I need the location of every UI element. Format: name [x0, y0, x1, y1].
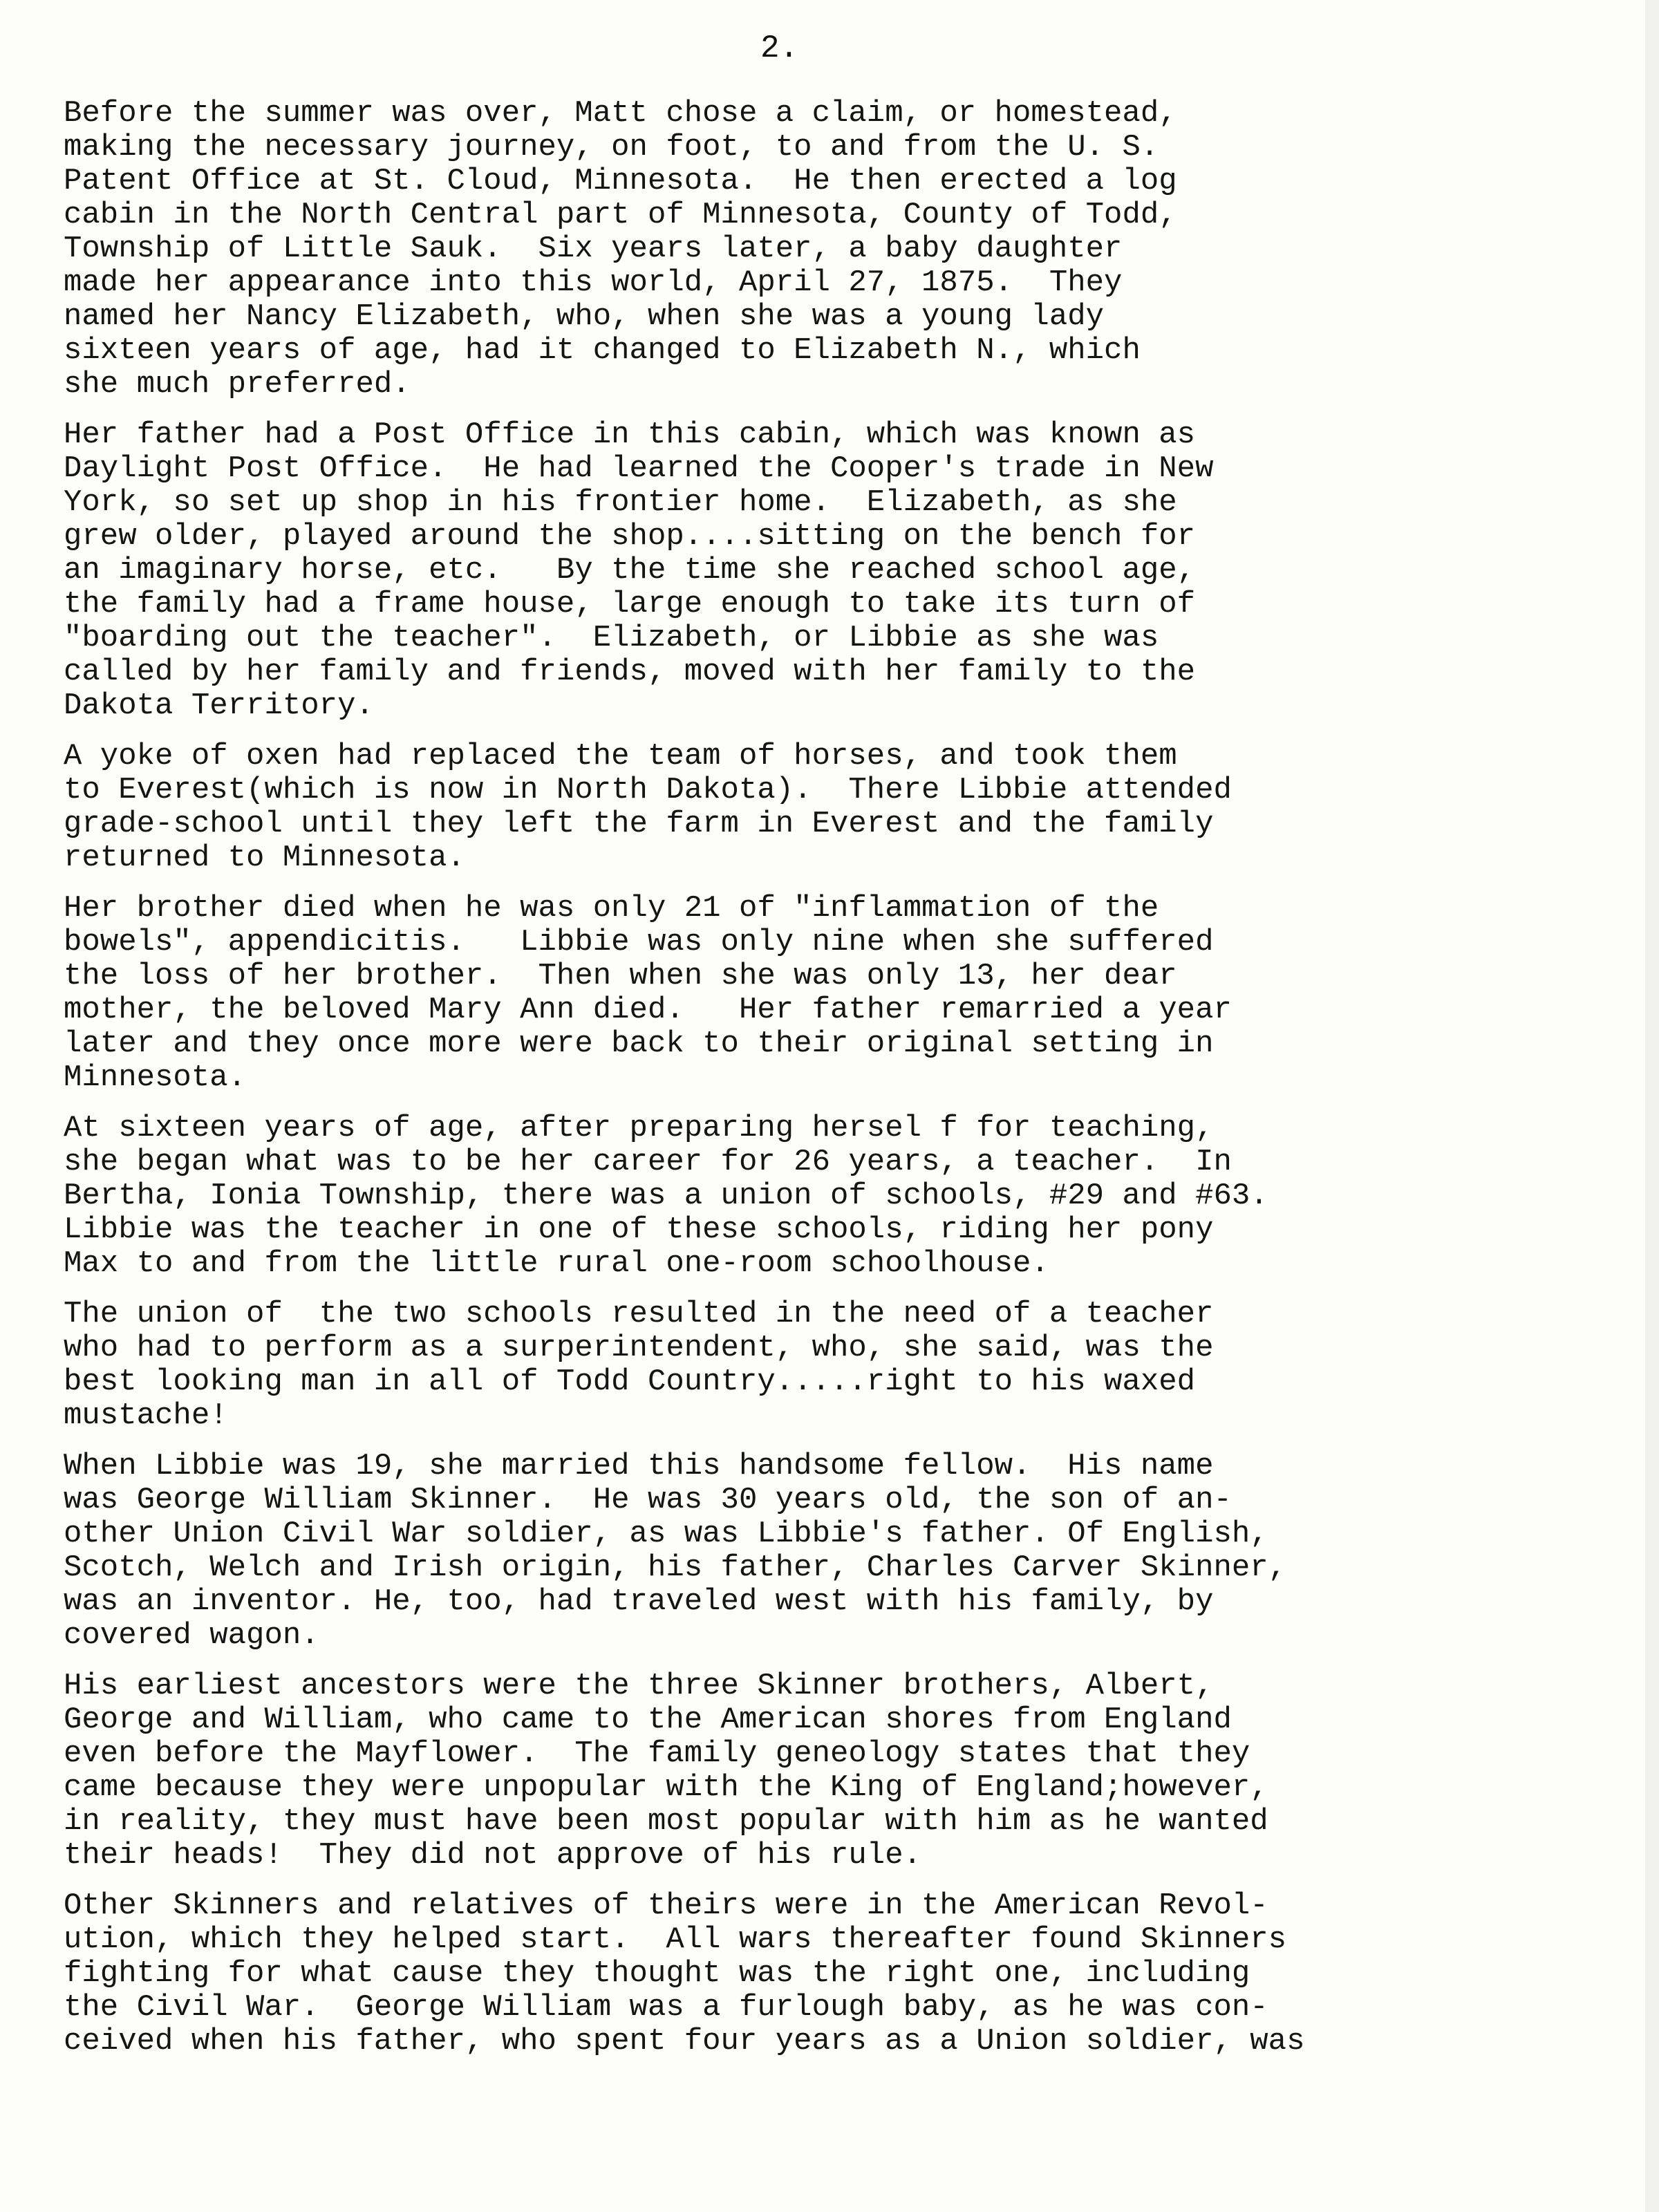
text-line: came because they were unpopular with the King of England;however, — [64, 1770, 1268, 1805]
text-line: to Everest(which is now in North Dakota). There Libbie attended — [64, 773, 1232, 807]
text-line: ceived when his father, who spent four years as a Union soldier, was — [64, 2024, 1305, 2059]
paragraph-everest — [64, 740, 1446, 875]
text-line: Libbie was the teacher in one of these schools, riding her pony — [64, 1212, 1214, 1247]
text-line: was an inventor. He, too, had traveled west with his family, by — [64, 1584, 1214, 1619]
text-line: in reality, they must have been most popular with him as he wanted — [64, 1804, 1268, 1839]
text-line: called by her family and friends, moved with her family to the — [64, 655, 1196, 689]
text-line: was George William Skinner. He was 30 years old, the son of an- — [64, 1483, 1232, 1517]
text-line: mother, the beloved Mary Ann died. Her father remarried a year — [64, 993, 1232, 1027]
text-line: returned to Minnesota. — [64, 841, 465, 875]
text-line: A yoke of oxen had replaced the team of horses, and took them — [64, 739, 1177, 774]
text-line: mustache! — [64, 1398, 228, 1433]
text-line: Max to and from the little rural one-room schoolhouse. — [64, 1246, 1049, 1281]
text-line: sixteen years of age, had it changed to Elizabeth N., which — [64, 333, 1141, 368]
body-text — [64, 97, 1446, 2075]
paragraph-union — [64, 1297, 1446, 1433]
paragraph-revolution — [64, 1889, 1446, 2059]
text-line: the Civil War. George William was a furlough baby, as he was con- — [64, 1990, 1268, 2025]
text-line: making the necessary journey, on foot, to and from the U. S. — [64, 130, 1159, 165]
text-line: best looking man in all of Todd Country.....right to his waxed — [64, 1365, 1196, 1399]
text-line: Township of Little Sauk. Six years later, a baby daughter — [64, 232, 1123, 266]
text-line: she began what was to be her career for 26 years, a teacher. In — [64, 1145, 1232, 1179]
paragraph-teaching — [64, 1112, 1446, 1281]
text-line: Patent Office at St. Cloud, Minnesota. He then erected a log — [64, 164, 1177, 198]
text-line: Minnesota. — [64, 1060, 247, 1095]
text-line: she much preferred. — [64, 367, 411, 402]
paragraph-post-office — [64, 418, 1446, 723]
text-line: named her Nancy Elizabeth, who, when she was a young lady — [64, 299, 1105, 334]
text-line: Daylight Post Office. He had learned the Cooper's trade in New — [64, 451, 1214, 486]
page-number: 2. — [760, 30, 799, 66]
text-line: Dakota Territory. — [64, 688, 374, 723]
text-line: At sixteen years of age, after preparing hersel f for teaching, — [64, 1111, 1214, 1145]
text-line: the loss of her brother. Then when she was only 13, her dear — [64, 959, 1177, 993]
text-line: ution, which they helped start. All wars thereafter found Skinners — [64, 1922, 1287, 1957]
text-line: "boarding out the teacher". Elizabeth, or Libbie as she was — [64, 621, 1159, 655]
text-line: bowels", appendicitis. Libbie was only nine when she suffered — [64, 925, 1214, 959]
text-line: their heads! They did not approve of his rule. — [64, 1838, 922, 1873]
text-line: cabin in the North Central part of Minnesota, County of Todd, — [64, 198, 1177, 232]
text-line: grade-school until they left the farm in Everest and the family — [64, 807, 1214, 841]
text-line: later and they once more were back to their original setting in — [64, 1027, 1214, 1061]
text-line: fighting for what cause they thought was the right one, including — [64, 1956, 1250, 1991]
text-line: made her appearance into this world, April 27, 1875. They — [64, 265, 1123, 300]
text-line: grew older, played around the shop....sitting on the bench for — [64, 519, 1196, 554]
text-line: Scotch, Welch and Irish origin, his father, Charles Carver Skinner, — [64, 1550, 1287, 1585]
text-line: Before the summer was over, Matt chose a claim, or homestead, — [64, 96, 1177, 131]
text-line: who had to perform as a surperintendent, who, she said, was the — [64, 1331, 1214, 1365]
page-edge — [1645, 0, 1659, 2212]
text-line: Her father had a Post Office in this cabin, which was known as — [64, 418, 1196, 452]
text-line: When Libbie was 19, she married this handsome fellow. His name — [64, 1449, 1214, 1483]
text-line: Other Skinners and relatives of theirs were in the American Revol- — [64, 1888, 1268, 1923]
text-line: York, so set up shop in his frontier home. Elizabeth, as she — [64, 485, 1177, 520]
text-line: an imaginary horse, etc. By the time she reached school age, — [64, 553, 1196, 588]
text-line: even before the Mayflower. The family geneology states that they — [64, 1736, 1250, 1771]
paragraph-marriage — [64, 1450, 1446, 1653]
text-line: the family had a frame house, large enough to take its turn of — [64, 587, 1196, 621]
text-line: other Union Civil War soldier, as was Libbie's father. Of English, — [64, 1517, 1268, 1551]
text-line: His earliest ancestors were the three Skinner brothers, Albert, — [64, 1669, 1214, 1703]
text-line: Her brother died when he was only 21 of "inflammation of the — [64, 891, 1159, 926]
text-line: The union of the two schools resulted in the need of a teacher — [64, 1297, 1214, 1331]
text-line: Bertha, Ionia Township, there was a union of schools, #29 and #63. — [64, 1179, 1268, 1213]
text-line: George and William, who came to the American shores from England — [64, 1703, 1232, 1737]
text-line: covered wagon. — [64, 1618, 319, 1653]
paragraph-ancestors — [64, 1669, 1446, 1873]
paragraph-claim — [64, 97, 1446, 402]
paragraph-brother — [64, 892, 1446, 1095]
